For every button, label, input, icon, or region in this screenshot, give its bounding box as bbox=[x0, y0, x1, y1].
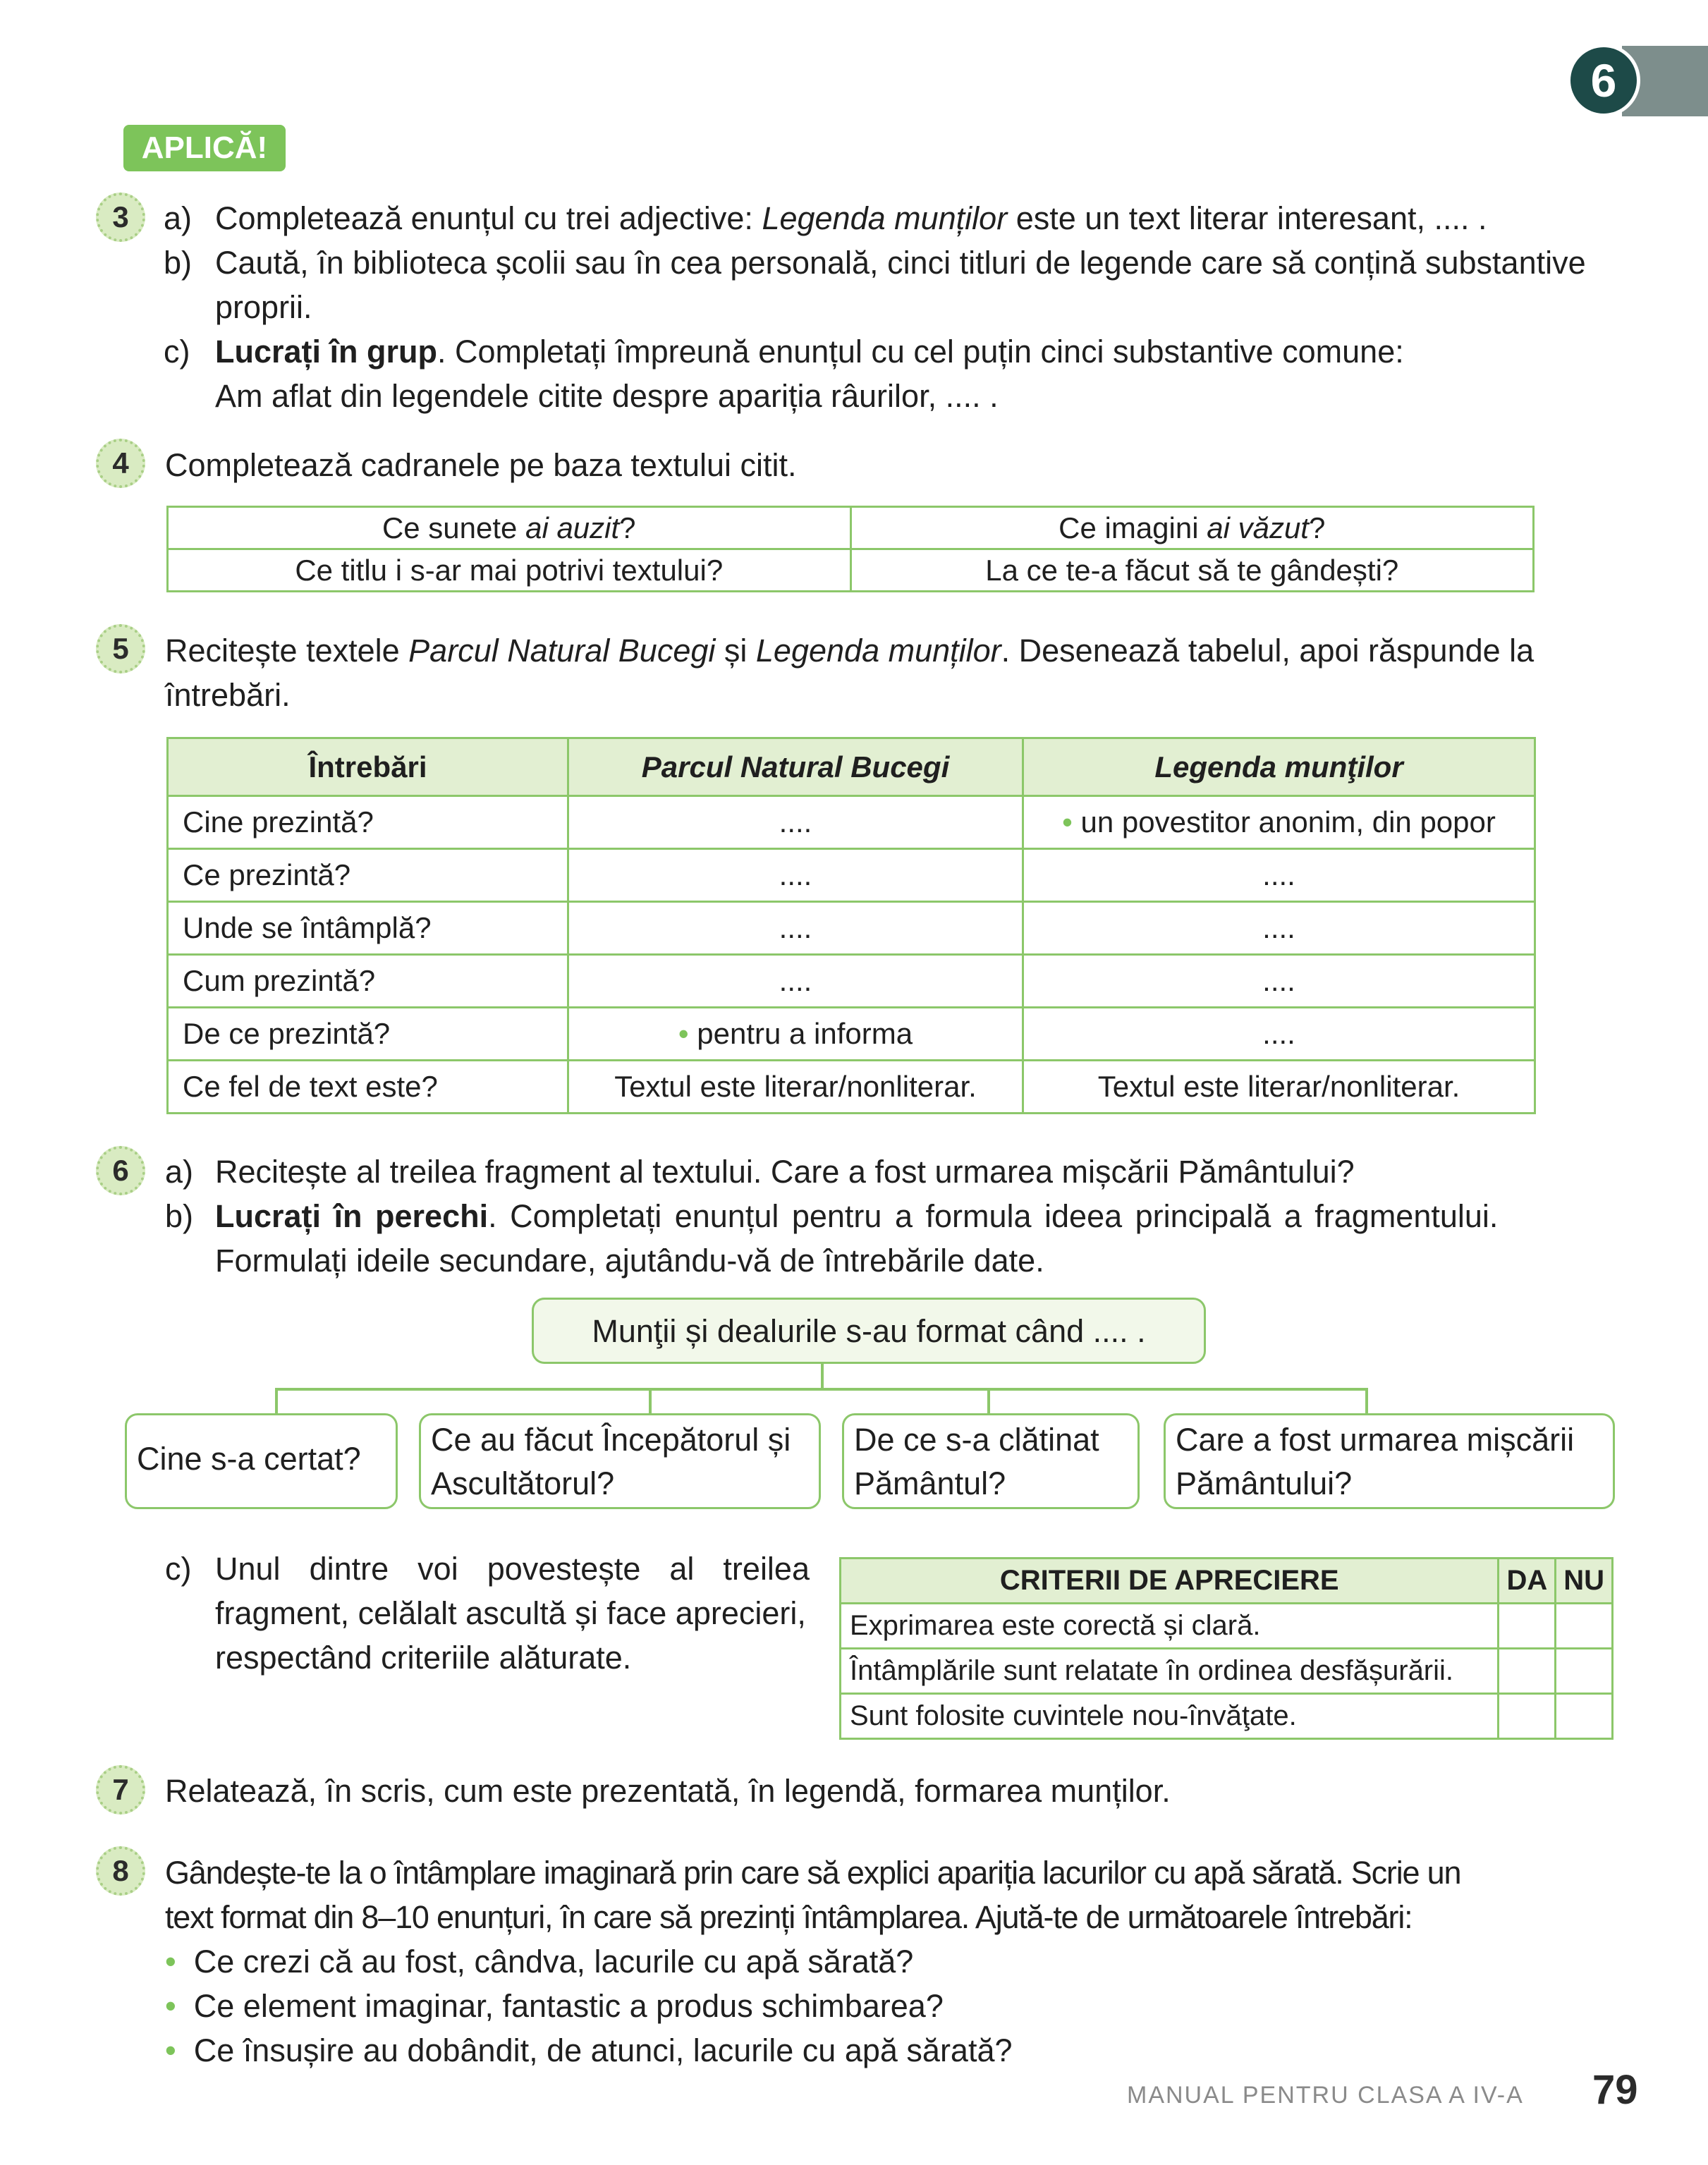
bullet-icon: • bbox=[165, 1988, 176, 2024]
criteria-row: Exprimarea este corectă și clară. bbox=[841, 1604, 1499, 1649]
table-cell: .... bbox=[1023, 1008, 1535, 1061]
table-cell: .... bbox=[568, 955, 1023, 1008]
question-box-2: Ce au făcut Începătorul și Ascultătorul? bbox=[419, 1413, 821, 1509]
main-idea-box: Munţii și dealurile s-au format când .... . bbox=[532, 1298, 1206, 1364]
table-cell: .... bbox=[568, 902, 1023, 955]
ex4-quadrants-table bbox=[166, 506, 1535, 592]
ex3-a-letter: a) bbox=[164, 200, 193, 236]
ex6-a-letter: a) bbox=[165, 1154, 194, 1190]
criteria-da-header: DA bbox=[1499, 1559, 1556, 1604]
table-cell: .... bbox=[1023, 849, 1535, 902]
aplica-badge: APLICĂ! bbox=[123, 125, 286, 171]
ex3-b-line2: proprii. bbox=[215, 289, 312, 325]
question-box-4: Care a fost urmarea mișcării Pământului? bbox=[1164, 1413, 1615, 1509]
ex8-bullet-3: • Ce însușire au dobândit, de atunci, lacurile cu apă sărată? bbox=[165, 2032, 1013, 2068]
header-questions: Întrebări bbox=[168, 738, 568, 796]
ex3-b-line1: Caută, în biblioteca școlii sau în cea personală, cinci titluri de legende care să conțină substantive bbox=[215, 245, 1586, 281]
criteria-da-cell bbox=[1499, 1649, 1556, 1694]
ex3-c-letter: c) bbox=[164, 334, 190, 370]
quadrant-title: Ce titlu i s-ar mai potrivi textului? bbox=[168, 549, 851, 592]
ex6-b-letter: b) bbox=[165, 1198, 194, 1234]
ex5-line2: întrebări. bbox=[165, 677, 291, 713]
table-cell: Textul este literar/nonliterar. bbox=[568, 1061, 1023, 1114]
table-cell: .... bbox=[568, 849, 1023, 902]
ex3-a-text: Completează enunțul cu trei adjective: Legenda munților este un text literar interesant, .... . bbox=[215, 200, 1487, 236]
criteria-da-cell bbox=[1499, 1604, 1556, 1649]
criteria-table bbox=[839, 1557, 1614, 1740]
ex6-b-line1: Lucrați în perechi. Completați enunțul pentru a formula ideea principală a fragmentului. bbox=[215, 1198, 1499, 1234]
criteria-row: Sunt folosite cuvintele nou-învăţate. bbox=[841, 1694, 1499, 1739]
quadrant-sounds: Ce sunete ai auzit? bbox=[168, 507, 851, 549]
ex3-c-line2: Am aflat din legendele citite despre apariția râurilor, .... . bbox=[215, 378, 999, 414]
question-box-1: Cine s-a certat? bbox=[125, 1413, 398, 1509]
question-box-3: De ce s-a clătinat Pământul? bbox=[842, 1413, 1140, 1509]
ex8-bullet-2: • Ce element imaginar, fantastic a produs schimbarea? bbox=[165, 1988, 944, 2024]
connector-drop-3 bbox=[987, 1388, 990, 1413]
quadrant-images: Ce imagini ai văzut? bbox=[850, 507, 1534, 549]
exercise-8-number: 8 bbox=[96, 1846, 145, 1896]
ex3-b-letter: b) bbox=[164, 245, 193, 281]
ex8-line2: text format din 8–10 enunțuri, în care să prezinți întâmplarea. Ajută-te de următoarele întrebări: bbox=[165, 1899, 1413, 1935]
connector-vertical bbox=[821, 1364, 824, 1389]
bullet-icon: • bbox=[165, 2032, 176, 2068]
connector-horizontal bbox=[275, 1388, 1368, 1391]
footer-label: MANUAL PENTRU CLASA A IV-A bbox=[1127, 2082, 1524, 2109]
table-cell: Textul este literar/nonliterar. bbox=[1023, 1061, 1535, 1114]
connector-drop-2 bbox=[649, 1388, 652, 1413]
table-row-q6: Ce fel de text este? bbox=[168, 1061, 568, 1114]
ex6-c-line1: Unul dintre voi povestește al treilea bbox=[215, 1551, 810, 1587]
header-legenda: Legenda munţilor bbox=[1023, 738, 1535, 796]
exercise-7-number: 7 bbox=[96, 1765, 145, 1815]
table-row-q4: Cum prezintă? bbox=[168, 955, 568, 1008]
table-row-q2: Ce prezintă? bbox=[168, 849, 568, 902]
ex5-line1: Recitește textele Parcul Natural Bucegi și Legenda munților. Desenează tabelul, apoi răspunde la bbox=[165, 633, 1535, 669]
ex6-c-letter: c) bbox=[165, 1551, 192, 1587]
chapter-number: 6 bbox=[1567, 44, 1640, 117]
criteria-da-cell bbox=[1499, 1694, 1556, 1739]
ex8-line1: Gândește-te la o întâmplare imaginară prin care să explici apariția lacurilor cu apă sărată. Scrie un bbox=[165, 1855, 1461, 1891]
ex6-a-text: Recitește al treilea fragment al textului. Care a fost urmarea mișcării Pământului? bbox=[215, 1154, 1355, 1190]
ex3-c-line1: Lucrați în grup. Completați împreună enunțul cu cel puțin cinci substantive comune: bbox=[215, 334, 1404, 370]
quadrant-thoughts: La ce te-a făcut să te gândești? bbox=[850, 549, 1534, 592]
table-row-q3: Unde se întâmplă? bbox=[168, 902, 568, 955]
ex7-text: Relatează, în scris, cum este prezentată, în legendă, formarea munților. bbox=[165, 1773, 1171, 1809]
table-cell: .... bbox=[1023, 955, 1535, 1008]
ex8-bullet-1: • Ce crezi că au fost, cândva, lacurile cu apă sărată? bbox=[165, 1944, 914, 1980]
exercise-3-number: 3 bbox=[96, 193, 145, 242]
header-parcul: Parcul Natural Bucegi bbox=[568, 738, 1023, 796]
bullet-icon: • bbox=[678, 1017, 697, 1050]
table-cell: • un povestitor anonim, din popor bbox=[1023, 796, 1535, 849]
ex6-b-line2: Formulați ideile secundare, ajutându-vă de întrebările date. bbox=[215, 1243, 1044, 1279]
page-number: 79 bbox=[1592, 2067, 1638, 2113]
criteria-nu-cell bbox=[1556, 1604, 1613, 1649]
criteria-nu-cell bbox=[1556, 1649, 1613, 1694]
exercise-4-number: 4 bbox=[96, 439, 145, 488]
connector-drop-1 bbox=[275, 1388, 278, 1413]
table-row-q1: Cine prezintă? bbox=[168, 796, 568, 849]
bullet-icon: • bbox=[1062, 805, 1081, 838]
exercise-5-number: 5 bbox=[96, 624, 145, 673]
table-cell: .... bbox=[1023, 902, 1535, 955]
table-row-q5: De ce prezintă? bbox=[168, 1008, 568, 1061]
ex5-comparison-table bbox=[166, 737, 1536, 1114]
criteria-nu-header: NU bbox=[1556, 1559, 1613, 1604]
ex4-text: Completează cadranele pe baza textului citit. bbox=[165, 447, 797, 483]
ex6-c-line3: respectând criteriile alăturate. bbox=[215, 1640, 632, 1676]
exercise-6-number: 6 bbox=[96, 1146, 145, 1195]
connector-drop-4 bbox=[1365, 1388, 1368, 1413]
criteria-row: Întâmplările sunt relatate în ordinea desfășurării. bbox=[841, 1649, 1499, 1694]
criteria-header: CRITERII DE APRECIERE bbox=[841, 1559, 1499, 1604]
table-cell: • pentru a informa bbox=[568, 1008, 1023, 1061]
bullet-icon: • bbox=[165, 1944, 176, 1980]
criteria-nu-cell bbox=[1556, 1694, 1613, 1739]
ex6-c-line2: fragment, celălalt ascultă și face aprecieri, bbox=[215, 1595, 806, 1631]
table-cell: .... bbox=[568, 796, 1023, 849]
